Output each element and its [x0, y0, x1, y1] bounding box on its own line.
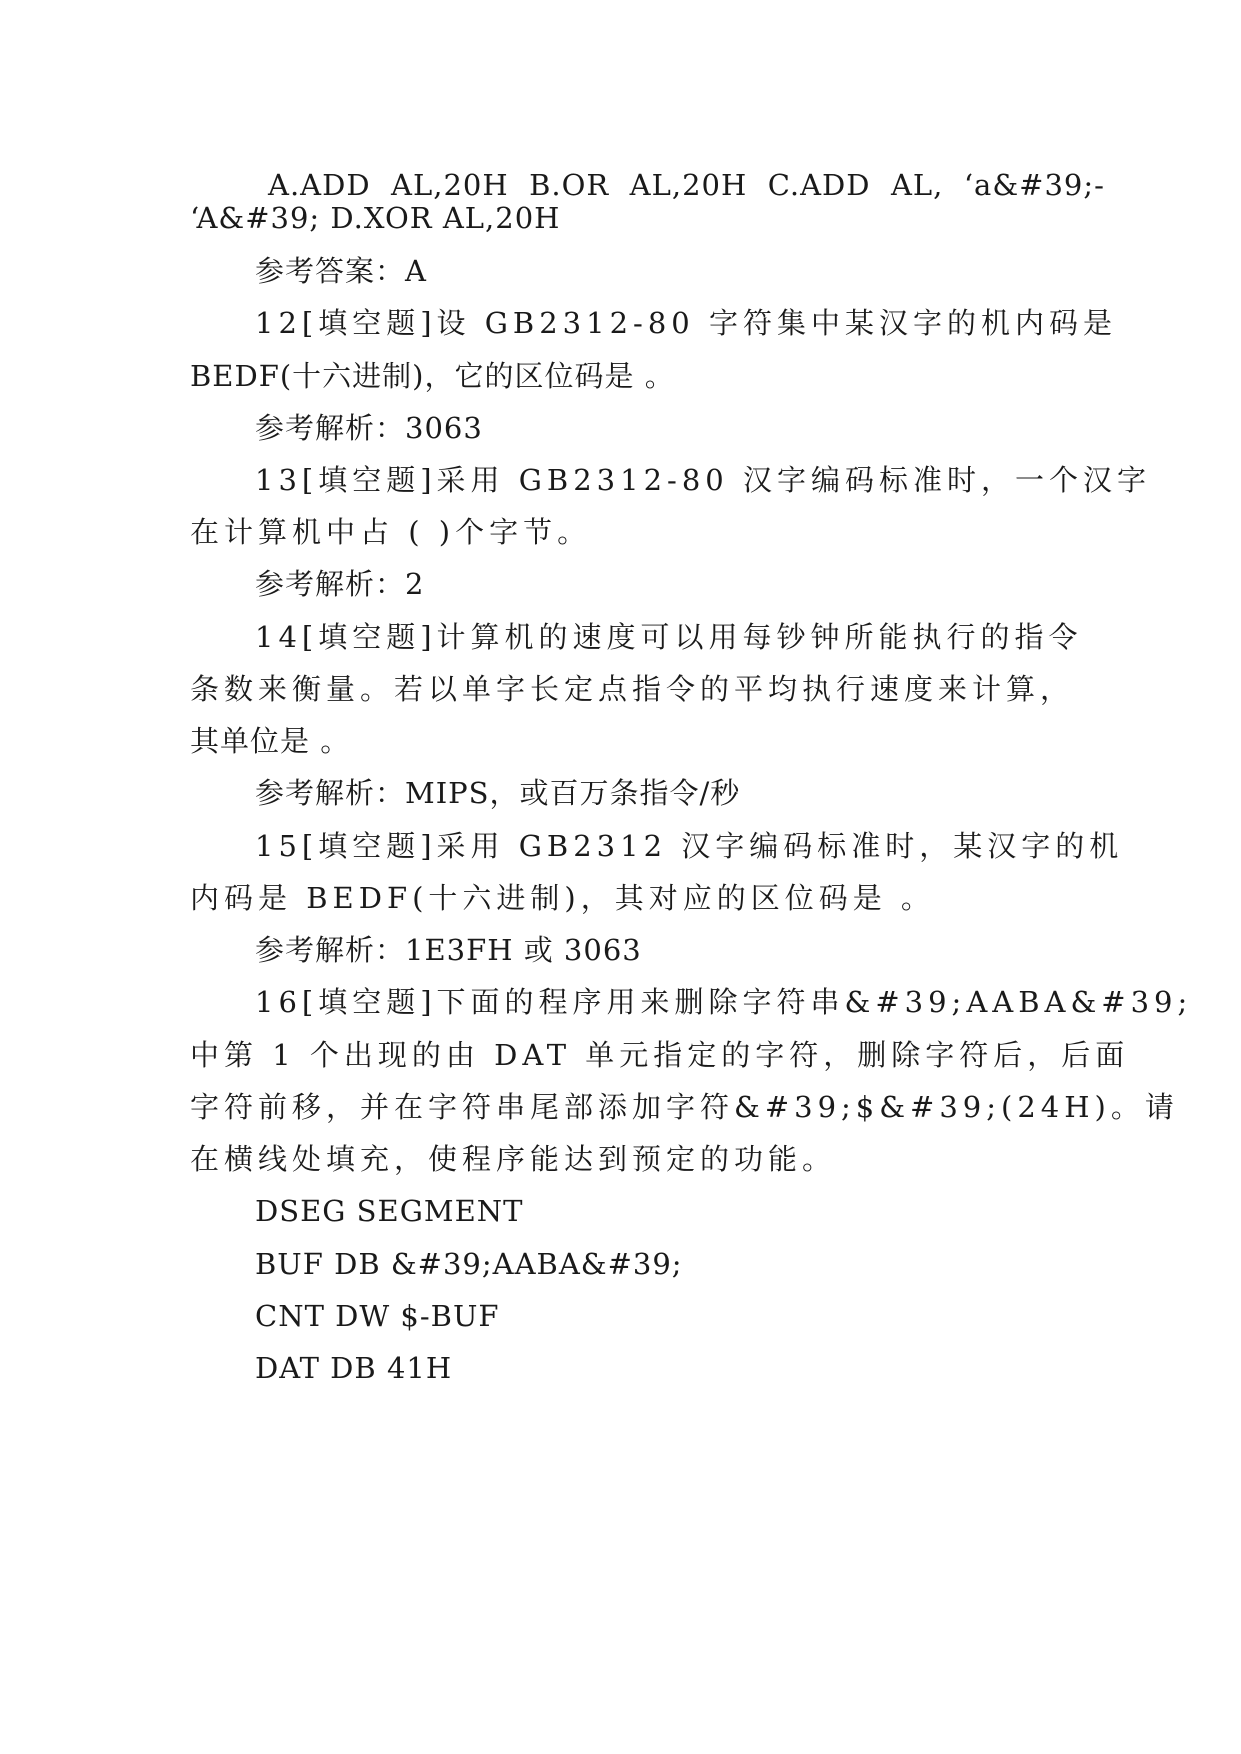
answer-line: 参考解析：1E3FH 或 3063 — [255, 933, 642, 967]
option-line: A.ADD AL,20H B.OR AL,20H C.ADD AL, ‘a&#39;- — [268, 168, 1105, 202]
question-13-continuation: 在计算机中占 ( )个字节。 — [190, 515, 592, 549]
question-14: 14[填空题]计算机的速度可以用每钞钟所能执行的指令 — [255, 620, 1083, 654]
answer-line: 参考解析：3063 — [255, 411, 483, 445]
question-16-continuation: 在横线处填充，使程序能达到预定的功能。 — [190, 1142, 837, 1176]
question-16-continuation: 中第 1 个出现的由 DAT 单元指定的字符，删除字符后，后面 — [190, 1038, 1130, 1072]
question-12: 12[填空题]设 GB2312-80 字符集中某汉字的机内码是 — [255, 306, 1117, 340]
question-14-continuation: 条数来衡量。若以单字长定点指令的平均执行速度来计算， — [190, 672, 1075, 706]
code-line: CNT DW $-BUF — [255, 1299, 500, 1333]
option-line-continuation: ‘A&#39; D.XOR AL,20H — [190, 201, 561, 235]
code-line: DAT DB 41H — [255, 1351, 453, 1385]
question-16-continuation: 字符前移，并在字符串尾部添加字符&#39;$&#39;(24H)。请 — [190, 1090, 1179, 1124]
answer-line: 参考答案：A — [255, 254, 427, 288]
code-line: DSEG SEGMENT — [255, 1194, 524, 1228]
answer-line: 参考解析：2 — [255, 567, 425, 601]
question-15-continuation: 内码是 BEDF(十六进制)，其对应的区位码是 。 — [190, 881, 935, 915]
question-15: 15[填空题]采用 GB2312 汉字编码标准时，某汉字的机 — [255, 829, 1124, 863]
question-16: 16[填空题]下面的程序用来删除字符串&#39;AABA&#39; — [255, 985, 1193, 1019]
question-13: 13[填空题]采用 GB2312-80 汉字编码标准时，一个汉字 — [255, 463, 1151, 497]
code-line: BUF DB &#39;AABA&#39; — [255, 1247, 683, 1281]
question-12-continuation: BEDF(十六进制)，它的区位码是 。 — [190, 359, 675, 393]
answer-line: 参考解析：MIPS，或百万条指令/秒 — [255, 776, 741, 810]
question-14-continuation: 其单位是 。 — [190, 724, 351, 758]
